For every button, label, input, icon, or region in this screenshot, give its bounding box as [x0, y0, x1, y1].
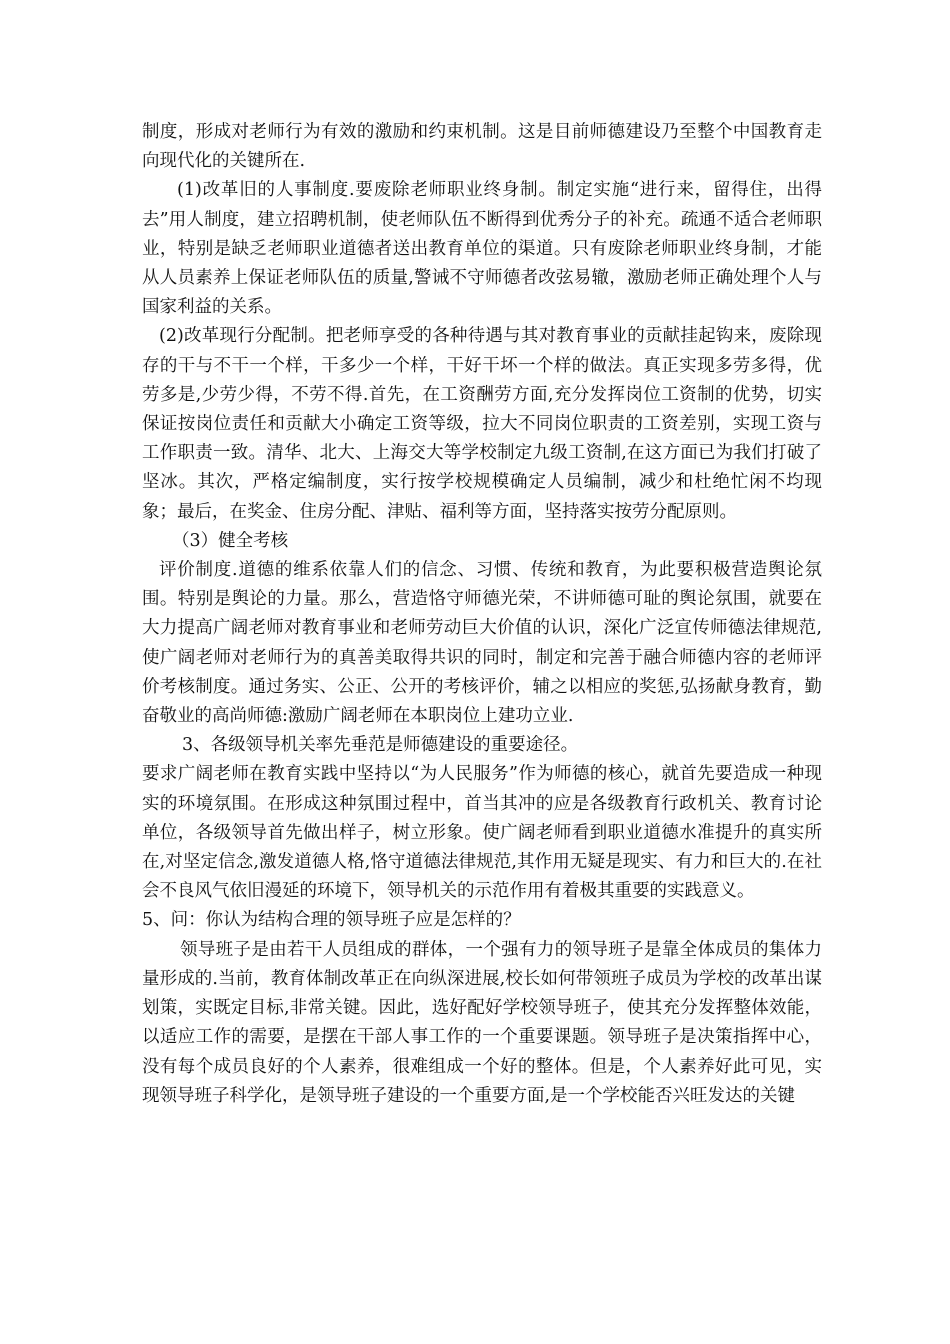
paragraph-assessment-heading: （3）健全考核 [172, 530, 289, 551]
paragraph-personnel-reform: (1)改革旧的人事制度.要废除老师职业终身制。制定实施“进行来，留得住，出得去”用人制度，建立招聘机制，使老师队伍不断得到优秀分子的补充。疏通不适合老师职业，特别是缺乏老师职业道德者送出教育单位的渠道。只有废除老师职业终身制，才能从人员素养上保证老师队伍的质量,警诫不守师德者改弦易辙，激励老师正确处理个人与国家利益的关系。 [142, 180, 822, 318]
document-page [142, 118, 822, 1111]
paragraph-distribution-reform: (2)改革现行分配制。把老师享受的各种待遇与其对教育事业的贡献挂起钩来，废除现存的干与不干一个样，干多少一个样，干好干坏一个样的做法。真正实现多劳多得，优劳多是,少劳少得，不劳不得.首先，在工资酬劳方面,充分发挥岗位工资制的优势，切实保证按岗位责任和贡献大小确定工资等级，拉大不同岗位职责的工资差别，实现工资与工作职责一致。清华、北大、上海交大等学校制定九级工资制,在这方面已为我们打破了坚冰。其次，严格定编制度，实行按学校规模确定人员编制，减少和杜绝忙闲不均现象；最后，在奖金、住房分配、津贴、福利等方面，坚持落实按劳分配原则。 [142, 326, 822, 522]
paragraph-intro: 制度，形成对老师行为有效的激励和约束机制。这是目前师德建设乃至整个中国教育走向现代化的关键所在. [142, 122, 822, 172]
paragraph-leadership-heading: 3、各级领导机关率先垂范是师德建设的重要途径。 [182, 735, 579, 756]
paragraph-evaluation-system: 评价制度.道德的维系依靠人们的信念、习惯、传统和教育，为此要积极营造舆论氛围。特别是舆论的力量。那么，营造恪守师德光荣，不讲师德可耻的舆论氛围，就要在大力提高广阔老师对教育事业和老师劳动巨大价值的认识，深化广泛宣传师德法律规范,使广阔老师对老师行为的真善美取得共识的同时，制定和完善于融合师德内容的老师评价考核制度。通过务实、公正、公开的考核评价，辅之以相应的奖惩,弘扬献身教育，勤奋敬业的高尚师德:激励广阔老师在本职岗位上建功立业. [142, 560, 822, 727]
question-heading: 5、问：你认为结构合理的领导班子应是怎样的？ [142, 910, 521, 931]
paragraph-leadership-team: 领导班子是由若干人员组成的群体，一个强有力的领导班子是靠全体成员的集体力量形成的.当前，教育体制改革正在向纵深进展,校长如何带领班子成员为学校的改革出谋划策，实既定目标,非常关键。因此，选好配好学校领导班子，使其充分发挥整体效能，以适应工作的需要，是摆在干部人事工作的一个重要课题。领导班子是决策指挥中心，没有每个成员良好的个人素养，很难组成一个好的整体。但是，个人素养好此可见，实现领导班子科学化，是领导班子建设的一个重要方面,是一个学校能否兴旺发达的关键 [142, 939, 822, 1106]
paragraph-leadership-role: 要求广阔老师在教育实践中坚持以“为人民服务”作为师德的核心，就首先要造成一种现实的环境氛围。在形成这种氛围过程中，首当其冲的应是各级教育行政机关、教育讨论单位，各级领导首先做出样子，树立形象。使广阔老师看到职业道德水准提升的真实所在,对坚定信念,激发道德人格,恪守道德法律规范,其作用无疑是现实、有力和巨大的.在社会不良风气依旧漫延的环境下，领导机关的示范作用有着极其重要的实践意义。 [142, 764, 822, 902]
